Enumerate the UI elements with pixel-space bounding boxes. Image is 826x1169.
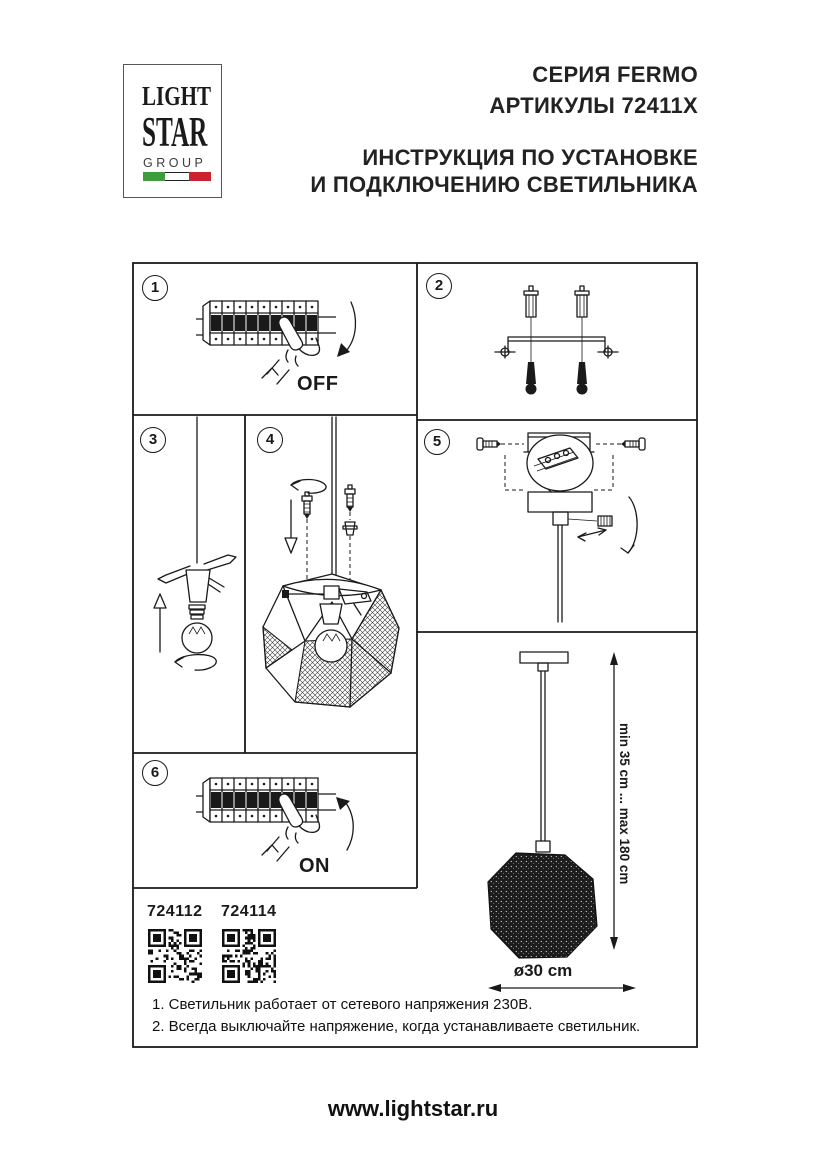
rotate-arrow-icon <box>175 655 216 671</box>
rod-connector <box>536 841 550 852</box>
logo-word-light: LIGHT <box>142 81 212 111</box>
arrow-up-curve <box>346 803 353 850</box>
arrow-down-head-icon <box>337 343 350 357</box>
canopy-icon <box>528 492 592 512</box>
step-4-badge: 4 <box>257 427 283 453</box>
screw-icon <box>477 438 501 450</box>
instruction-title-line2: И ПОДКЛЮЧЕНИЮ СВЕТИЛЬНИКА <box>310 172 698 197</box>
step-3-badge: 3 <box>140 427 166 453</box>
step-5-badge: 5 <box>424 429 450 455</box>
step5-canopy-art <box>477 433 645 622</box>
breaker-icon <box>196 301 336 345</box>
rotate-arrow-icon <box>621 497 637 553</box>
logo-word-group: GROUP <box>143 156 207 170</box>
breaker-icon <box>196 778 336 822</box>
up-arrow-head <box>154 594 166 608</box>
step3-bulb-art <box>154 417 236 670</box>
step4-shade-art <box>263 417 399 707</box>
instruction-title-line1: ИНСТРУКЦИЯ ПО УСТАНОВКЕ <box>362 145 698 170</box>
leader-line <box>568 519 597 521</box>
magnifier-bubble <box>527 435 593 494</box>
step1-breaker-off-art <box>196 301 356 384</box>
arrow-up-head-icon <box>336 797 350 810</box>
double-arrow-icon <box>578 528 606 541</box>
screw-icon <box>345 485 355 512</box>
plate-nub <box>538 663 548 671</box>
suspension-rod <box>558 525 562 622</box>
safety-notes <box>152 994 640 1038</box>
leader-lines <box>531 317 582 362</box>
mounting-bracket-icon <box>495 337 618 358</box>
qr-code-724114 <box>222 929 276 983</box>
diameter-dimension-line <box>488 984 636 992</box>
arrow-down-curve <box>347 302 356 350</box>
note-2: 2. Всегда выключайте напряжение, когда устанавливаете светильник. <box>152 1018 641 1035</box>
article-number: 724112 <box>147 903 203 920</box>
logo-word-star: STAR <box>142 110 208 156</box>
off-label: OFF <box>297 373 339 395</box>
step-6-badge: 6 <box>142 760 168 786</box>
down-arrow-head <box>285 538 297 553</box>
step-1-badge: 1 <box>142 275 168 301</box>
series-title: СЕРИЯ FERMO <box>532 62 698 87</box>
on-label: ON <box>299 855 330 877</box>
articles-title: АРТИКУЛЫ 72411X <box>489 93 698 118</box>
step6-breaker-on-art <box>196 778 353 861</box>
screw-icon <box>526 362 588 395</box>
qr-code-724112 <box>148 929 202 983</box>
grub-screw-icon <box>598 516 612 526</box>
canopy-stem <box>553 512 568 525</box>
wall-anchor-icon <box>524 286 538 317</box>
wall-anchor-icon <box>575 286 589 317</box>
ferrule-icon <box>343 522 357 535</box>
website-url: www.lightstar.ru <box>327 1096 499 1121</box>
screw-icon <box>621 438 645 450</box>
suspension-rod <box>541 671 545 841</box>
bulb-icon <box>182 605 212 653</box>
suspension-rod <box>332 417 336 592</box>
step-2-badge: 2 <box>426 273 452 299</box>
diameter-dimension-label: ø30 cm <box>513 961 573 980</box>
note-1: 1. Светильник работает от сетевого напряжения 230В. <box>152 996 533 1013</box>
rotate-arrow-icon <box>291 479 326 493</box>
screw-icon <box>302 492 312 519</box>
pendant-overview-art <box>488 652 636 992</box>
ceiling-plate <box>520 652 568 663</box>
shade-silhouette <box>488 853 597 958</box>
main-frame <box>133 263 697 1047</box>
step2-bracket-art <box>495 286 618 395</box>
height-dimension-label: min 35 cm ... max 180 cm <box>617 723 632 885</box>
article-number: 724114 <box>221 903 277 920</box>
